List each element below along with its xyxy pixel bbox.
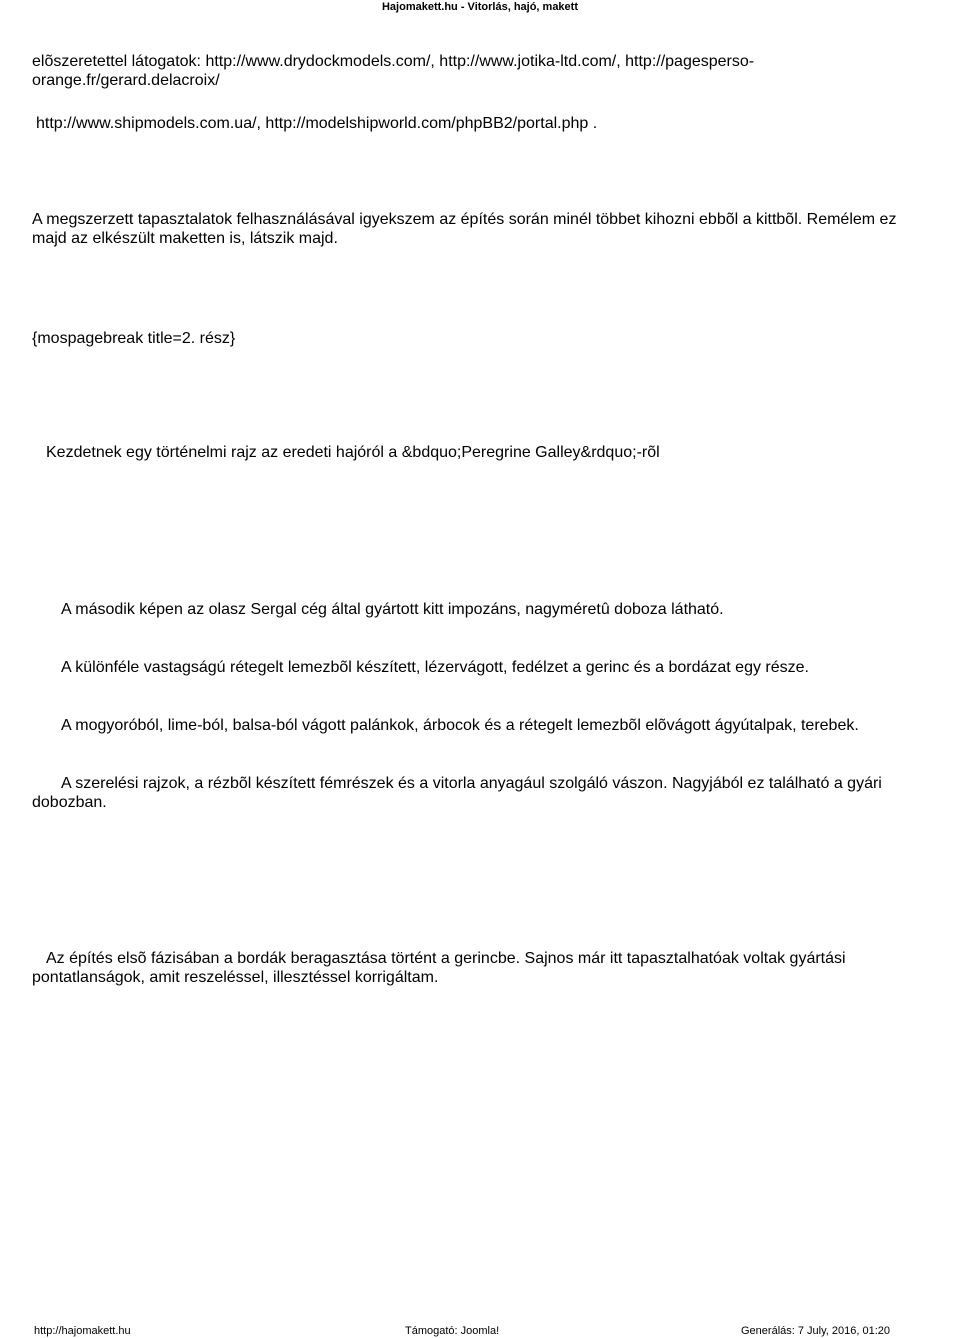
footer-site-link[interactable]: http://hajomakett.hu <box>34 1325 131 1337</box>
page-footer <box>0 1325 960 1338</box>
header-title: Hajomakett.hu - Vitorlás, hajó, makett <box>381 1 578 13</box>
paragraph-first-phase: Az építés elsõ fázisában a bordák beragasztása történt a gerincbe. Sajnos már itt tapasztalhatóak voltak gyártási pontatlanságok, amit reszeléssel, illesztéssel korrigáltam. <box>32 950 846 986</box>
paragraph-historical-drawing: Kezdetnek egy történelmi rajz az eredeti hajóról a &bdquo;Peregrine Galley&rdquo;-rõl <box>46 444 660 461</box>
paragraph-planks-masts: A mogyoróból, lime-ból, balsa-ból vágott palánkok, árbocok és a rétegelt lemezbõl elõvágott ágyútalpak, terebek. <box>61 717 859 734</box>
page-header <box>0 0 960 14</box>
paragraph-sources: elõszeretettel látogatok: http://www.drydockmodels.com/, http://www.jotika-ltd.com/, http://pagesperso-orange.fr/gerard.delacroix/ <box>32 53 755 89</box>
page-break-marker: {mospagebreak title=2. rész} <box>32 330 236 347</box>
paragraph-intro: A megszerzett tapasztalatok felhasználásával igyekszem az építés során minél többet kihozni ebbõl a kittbõl. Remélem ez majd az elkészült maketten is, látszik majd. <box>32 211 897 247</box>
footer-generated-date: Generálás: 7 July, 2016, 01:20 <box>741 1325 891 1337</box>
paragraph-laser-cut-parts: A különféle vastagságú rétegelt lemezbõl készített, lézervágott, fedélzet a gerinc és a bordázat egy része. <box>61 659 809 676</box>
paragraph-kit-box: A második képen az olasz Sergal cég által gyártott kitt impozáns, nagyméretû doboza látható. <box>61 601 724 618</box>
paragraph-sources-continued: http://www.shipmodels.com.ua/, http://modelshipworld.com/phpBB2/portal.php . <box>36 115 598 132</box>
footer-powered-by: Támogató: Joomla! <box>405 1325 500 1337</box>
paragraph-plans-fittings: A szerelési rajzok, a rézbõl készített fémrészek és a vitorla anyagául szolgáló vászon. Nagyjából ez található a gyári dobozban. <box>32 775 882 811</box>
